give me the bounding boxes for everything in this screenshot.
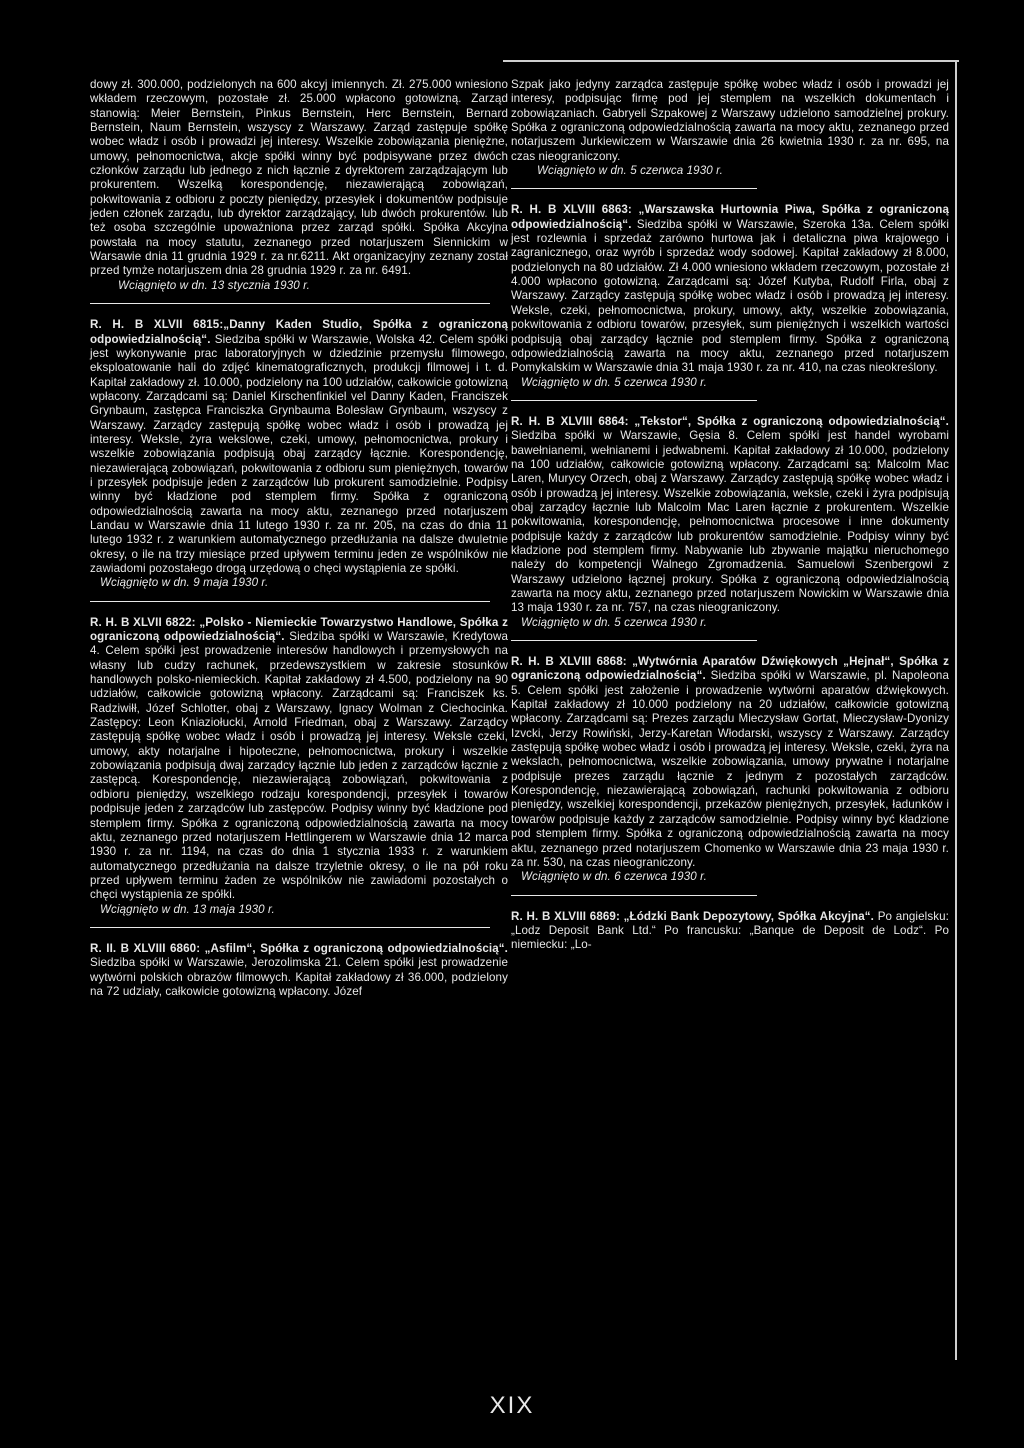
entry-body: Siedziba spółki w Warszawie, Wolska 42. Celem spółki jest wykonywanie prac laboratoryjnych w dziedzinie przemysłu filmowego, eksploatowanie hali do zdjęć kinematograficznych, produkcji filmowej i t. d. Kapitał zakładowy zł. 10.000, podzielony na 100 udziałów, całkowicie gotowizną wpłacony. Zarządcami są: Daniel Kirschenfinkiel vel Danny Kaden, Franciszek Grynbaum, zastępca Franciszka Grynbauma Bolesław Grynbaum, wszyscy z Warszawy. Zarządcy zastępują spółkę wobec władz i osób i prowadzą jej interesy. Weksle, żyra wekslowe, czeki, umowy, pełnomocnictwa, prokury i wszelkie zobowiązania podpisują obaj zarządcy łącznie. Korespondencję, niezawierającą zobowiązań, pokwitowania z odbioru sum pieniężnych, towarów i przesyłek podpisuje jeden z zarządców lub prokurent samodzielnie. Podpisy winny być kładzione pod stemplem firmy. Spółka z ograniczoną odpowiedzialnością zawarta na mocy aktu, zeznanego przed notarjuszem Landau w Warszawie dnia 11 lutego 1930 r. za nr. 205, na czas do dnia 11 lutego 1932 r. z warunkiem automatycznego przedłużania na dalsze dwuletnie okresy, o ile na trzy miesiące przed upływem terminu jeden ze wspólników nie zawiadomi pozostałego drogą urzędową o chęci wystąpienia ze spółki. xyxy=(90,332,508,575)
separator-line xyxy=(511,400,757,401)
entry-text xyxy=(90,318,508,576)
entry-lodzki-bank xyxy=(511,910,949,953)
right-rule xyxy=(955,60,957,1360)
entry-registered-date: Wciągnięto w dn. 6 czerwca 1930 r. xyxy=(521,870,707,884)
entry-registered-date: Wciągnięto w dn. 13 stycznia 1930 r. xyxy=(118,278,310,292)
entry-registered-date: Wciągnięto w dn. 13 maja 1930 r. xyxy=(100,902,275,916)
entry-text xyxy=(511,655,949,870)
entry-registered-date: Wciągnięto w dn. 5 czerwca 1930 r. xyxy=(521,615,707,629)
entry-asfilm xyxy=(90,942,508,999)
entry-registered-date: Wciągnięto w dn. 5 czerwca 1930 r. xyxy=(521,375,707,389)
separator-line xyxy=(511,640,757,641)
left-column xyxy=(90,78,508,999)
entry-text xyxy=(511,910,949,953)
entry-heading: R. H. B XLVIII 6868: „Wytwórnia Aparatów Dźwiękowych „Hejnał“, Spółka z ograniczoną odpowiedzialnością“. xyxy=(511,655,949,683)
entry-text xyxy=(511,415,949,616)
entry-registered-date: Wciągnięto w dn. 5 czerwca 1930 r. xyxy=(537,164,723,178)
entry-text xyxy=(90,616,508,903)
separator-line xyxy=(511,188,757,189)
entry-tekstor xyxy=(511,415,949,630)
entry-body: dowy zł. 300.000, podzielonych na 600 akcyj imiennych. Zł. 275.000 wniesiono wkładem rzeczowym, pozostałe zł. 25.000 wpłacono gotowizną. Zarząd stanowią: Meier Bernstein, Pinkus Bernstein, Herc Bernstein, Bernard Bernstein, Naum Bernstein, wszyscy z Warszawy. Zarząd zastępuje spółkę wobec władz i osób i prowadzi jej interesy. Wszelkie zobowiązania pieniężne, umowy, pełnomocnictwa, akcje spółki winny być podpisywane przez dwóch członków zarządu lub jednego z nich łącznie z dyrektorem zarządzającym lub prokurentem. Wszelką korespondencję, niezawierającą zobowiązań, pokwitowania z odbioru z poczty pieniędzy, przesyłek i dokumentów podpisuje jeden członek zarządu, lub dyrektor zarządzający, lub dwóch prokurentów. lub też osoba szczególnie upoważniona przez zarząd spółki. Spółka Akcyjna powstała na mocy statutu, zeznanego przed notarjuszem Siennickim w Warsawie dnia 11 grudnia 1929 r. za nr.6211. Akt organizacyjny zeznany został przed tymże notarjuszem dnia 28 grudnia 1929 r. za nr. 6491. xyxy=(90,78,508,278)
entry-body: Siedziba spółki w Warszawie, pl. Napoleona 5. Celem spółki jest założenie i prowadzenie wytwórni aparatów dźwiękowych. Kapitał zakładowy zł 10.000 podzielony na 20 udziałów, całkowicie gotowizną wpłacony. Zarządcami są: Prezes zarządu Mieczysław Gortat, Mieczysław-Dyonizy Izvcki, Jerzy Rowiński, Jerzy-Karetan Włodarski, wszyscy z Warszawy. Zarządcy zastępują spółkę wobec władz i osób i prowadzą jej interesy. Weksle, czeki, żyra na wekslach, pełnomocnictwa, wszelkie zobowiązania, umowy prywatne i notarjalne podpisuje prezes zarządu łącznie z jednym z pozostałych zarządców. Korespondencję, niezawierającą zobowiązań, rachunki pokwitowania z odbioru pieniędzy, wszelkiej korespondencji, przekazów pieniężnych, przesyłek, ładunków i towarów podpisuje każdy z zarządców samodzielnie. Podpisy winny być kładzione pod stemplem firmy. Spółka z ograniczoną odpowiedzialnością zawarta na mocy aktu, zeznanego przed notarjuszem Chomenko w Warszawie dnia 23 maja 1930 r. za nr. 530, na czas nieograniczony. xyxy=(511,669,949,869)
entry-body: Siedziba spółki w Warszawie, Szeroka 13a. Celem spółki jest rozlewnia i sprzedaż zarówno hurtowa jak i detaliczna piwa krajowego i zagranicznego, oraz wyrób i sprzedaż wody sodowej. Kapitał zakładowy zł 8.000, podzielonych na 80 udziałów. Zł 4.000 wniesiono wkładem rzeczowym, pozostałe zł 4.000 wpłacono gotowizną. Zarządcami są: Józef Kutyba, Rudolf Firla, obaj z Warszawy. Zarządcy zastępują spółkę wobec władz i osób i prowadzą jej interesy. Weksle, czeki, pełnomocnictwa, prokury, umowy, akty, wszelkie zobowiązania, pokwitowania z odbioru towarów, przesyłek, sum pieniężnych i wszelkich wartości podpisują obaj zarządcy łącznie pod stemplem firmy. Spółka z ograniczoną odpowiedzialnością zawarta na mocy aktu, zeznanego przed notarjuszem Pomykalskim w Warszawie dnia 31 maja 1930 r. za nr. 410, na czas nieokreślony. xyxy=(511,217,949,375)
entry-heading: R. H. B XLVIII 6863: „Warszawska Hurtownia Piwa, Spółka z ograniczoną odpowiedzialnością“. xyxy=(511,203,949,231)
entry-danny-kaden-studio xyxy=(90,318,508,591)
entry-heading: R. H. B XLVIII 6869: „Łódzki Bank Depozytowy, Spółka Akcyjna“. xyxy=(511,909,875,923)
entry-warszawska-hurtownia-piwa xyxy=(511,203,949,389)
entry-wytwornia-hejnal xyxy=(511,655,949,885)
entry-bernstein-continuation xyxy=(90,78,508,293)
entry-body: Siedziba spółki w Warszawie, Jerozolimska 21. Celem spółki jest prowadzenie wytwórni polskich obrazów filmowych. Kapitał zakładowy zł 36.000, podzielony na 72 udziały, całkowicie gotowizną wpłacony. Józef xyxy=(90,956,508,998)
entry-text xyxy=(511,203,949,375)
entry-body: Siedziba spółki w Warszawie, Kredytowa 4. Celem spółki jest prowadzenie interesów handlowych i przemysłowych na własny lub cudzy rachunek, przedewszystkiem w zakresie stosunków handlowych polsko-niemieckich. Kapitał zakładowy zł 4.500, podzielony na 90 udziałów, całkowicie gotowizną wpłacony. Zarządcami są: Franciszek ks. Radziwiłł, Józef Schlotter, obaj z Warszawy, Ignacy Wolman z Ciechocinka. Zastępcy: Leon Kniaziołucki, Arnold Friedman, obaj z Warszawy. Zarządcy zastępują spółkę wobec władz i osób i prowadzą jej interesy. Weksle czeki, umowy, akty notarjalne i hipoteczne, pełnomocnictwa, prokury i wszelkie zobowiązania podpisują dwaj zarządcy łącznie lub jeden z zarządców łącznie z zastępcą. Korespondencję, niezawierającą zobowiązań, pokwitowania z odbioru pieniędzy, wszelkiego rodzaju korespondencji, przesyłek i towarów podpisuje jeden z zarządców lub zastępców. Podpisy winny być kładzione pod stemplem firmy. Spółka z ograniczoną odpowiedzialnością zawarta na mocy aktu, zeznanego przed notarjuszem Hettlingerem w Warszawie dnia 12 marca 1930 r. za nr. 1194, na czas do dnia 1 stycznia 1933 r. z warunkiem automatycznego przedłużania na dalsze trzyletnie okresy, o ile na pół roku przed upływem terminu żaden ze wspólników nie zawiadomi pozostałych o chęci wystąpienia ze spółki. xyxy=(90,630,508,902)
top-rule xyxy=(503,60,959,62)
separator-line xyxy=(90,303,490,304)
entry-heading: R. II. B XLVIII 6860: „Asfilm“, Spółka z ograniczoną odpowiedzialnością“. xyxy=(90,941,508,955)
right-column xyxy=(511,78,949,953)
page-number: XIX xyxy=(489,1392,535,1419)
separator-line xyxy=(90,601,490,602)
entry-body: Siedziba spółki w Warszawie, Gęsia 8. Celem spółki jest handel wyrobami bawełnianemi, wełnianemi i jedwabnemi. Kapitał zakładowy zł 10.000, podzielony na 100 udziałów, całkowicie gotowizną wpłacony. Zarządcami są: Malcolm Mac Laren, Murycy Orzech, obaj z Warszawy. Zarządcy zastępują spółkę wobec władz i osób i prowadzą jej interesy. Wszelkie zobowiązania, weksle, czeki i żyra podpisują obaj zarządcy łącznie lub Malcolm Mac Laren łącznie z prokurentem. Wszelkie pokwitowania, korespondencję, pełnomocnictwa procesowe i inne dokumenty podpisuje każdy z zarządców lub prokurentów samodzielnie. Podpisy winny być kładzione pod stemplem firmy. Nabywanie lub zbywanie majątku nieruchomego należy do kompetencji Walnego Zgromadzenia. Samuelowi Szenbergowi z Warszawy udzielono łącznej prokury. Spółka z ograniczoną odpowiedzialnością zawarta na mocy aktu, zeznanego przed notarjuszem Nowickim w Warszawie dnia 13 maja 1930 r. za nr. 757, na czas nieograniczony. xyxy=(511,429,949,615)
separator-line xyxy=(511,895,757,896)
entry-body: Szpak jako jedyny zarządca zastępuje spółkę wobec władz i osób i prowadzi jej interesy, podpisując firmę pod jej stemplem na wszelkich dokumentach i zobowiązaniach. Gabryeli Szpakowej z Warszawy udzielono samodzielnej prokury. Spółka z ograniczoną odpowiedzialnością zawarta na mocy aktu, zeznanego przed notarjuszem Jurkiewiczem w Warszawie dnia 26 kwietnia 1930 r. za nr. 695, na czas nieograniczony. xyxy=(511,78,949,163)
entry-heading: R. H. B XLVII 6815:„Danny Kaden Studio, Spółka z ograniczoną odpowiedzialnością“. xyxy=(90,318,508,346)
entry-asfilm-continuation xyxy=(511,78,949,178)
entry-registered-date: Wciągnięto w dn. 9 maja 1930 r. xyxy=(100,576,269,590)
entry-heading: R. H. B XLVII 6822: „Polsko - Niemieckie Towarzystwo Handlowe, Spółka z ograniczoną odpowiedzialnością“. xyxy=(90,615,508,644)
entry-text xyxy=(90,942,508,999)
entry-body: Po angielsku: „Lodz Deposit Bank Ltd.“ Po francusku: „Banque de Deposit de Lodz“. Po niemiecku: „Lo- xyxy=(511,909,949,952)
separator-line xyxy=(90,927,490,928)
entry-heading: R. H. B XLVIII 6864: „Tekstor“, Spółka z ograniczoną odpowiedzialnością“. xyxy=(511,414,949,428)
entry-polsko-niemieckie xyxy=(90,616,508,917)
